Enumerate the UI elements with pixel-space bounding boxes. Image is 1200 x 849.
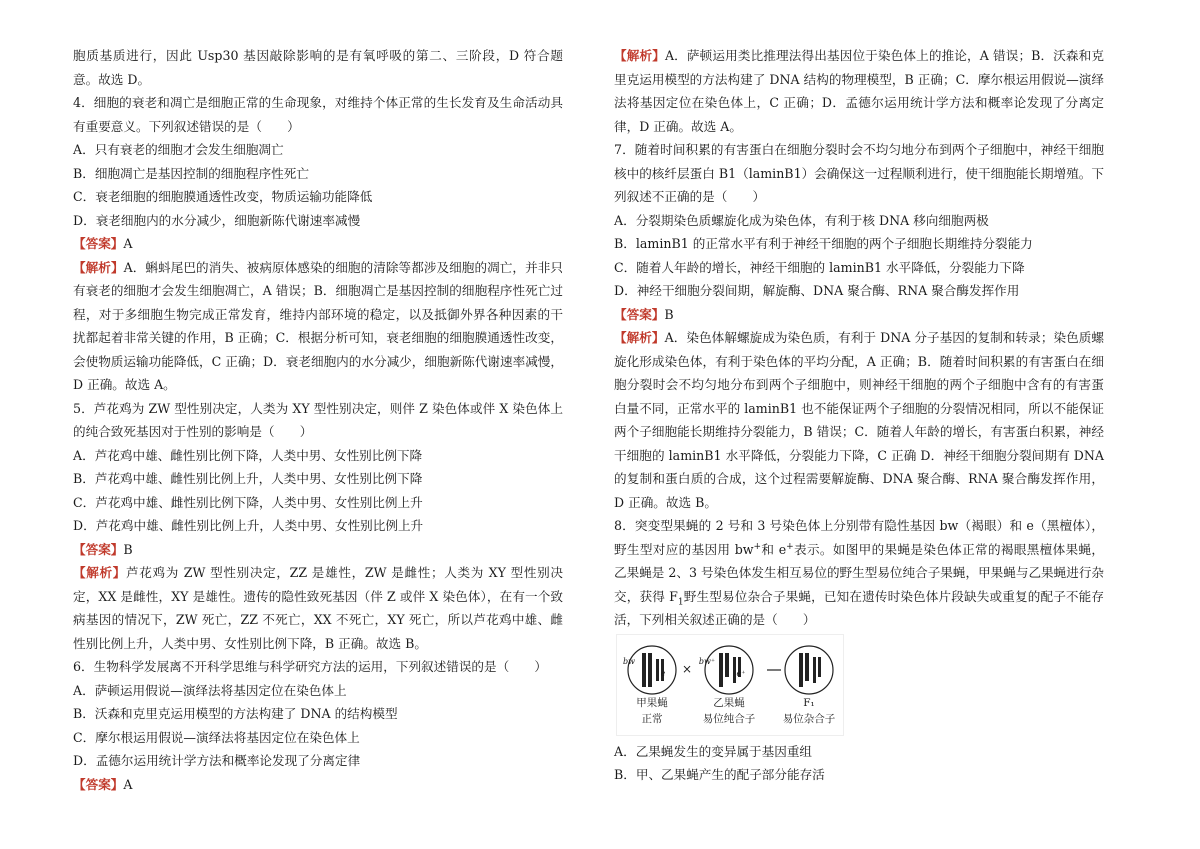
gene-label: e⁺ [736, 668, 746, 678]
gene-label: e [660, 668, 666, 678]
q5-analysis [73, 561, 563, 655]
q4-option-d: D．衰老细胞内的水分减少，细胞新陈代谢速率减慢 [73, 212, 361, 228]
gene-label: bw⁺ [698, 656, 716, 666]
q7-option-a: A．分裂期染色质螺旋化成为染色体，有利于核 DNA 移向细胞两极 [614, 212, 989, 228]
label-yi: 乙果蝇 [713, 696, 745, 709]
q6-option-d: D．孟德尔运用统计学方法和概率论发现了分离定律 [73, 753, 361, 768]
q4-option-a: A．只有衰老的细胞才会发生细胞凋亡 [73, 142, 284, 157]
right-column [614, 44, 1104, 787]
chromosome [818, 657, 821, 677]
answer-tag: 【答案】 [73, 236, 124, 251]
gene-label: bw [623, 656, 635, 666]
q5-analysis-text: 芦花鸡为 ZW 型性别决定，ZZ 是雄性，ZW 是雌性；人类为 XY 型性别决定，XX 是雌性，XY 是雄性。遗传的隐性致死基因（伴 Z 或伴 X 染色体），在有一个致病基因的情况下，ZW 死亡，ZZ 不死亡，XX 不死亡，XY 死亡，所以芦花鸡中雄、雌性别比例上升，人类中男、女性别比例下降，B 正确。故选 B。 [73, 565, 563, 651]
q7-analysis-text: A．染色体解螺旋成为染色质，有利于 DNA 分子基因的复制和转录；染色质螺旋化形成染色体，有利于染色体的平均分配，A 正确；B．随着时间积累的有害蛋白在细胞分裂时会不均匀地分布到两个子细胞中，则神经干细胞的两个子细胞中含有的有害蛋白量不同，正常水平的 laminB1 也不能保证两个子细胞的分裂情况相同，所以不能保证两个子细胞能长期维持分裂能力，B 错误；C．随着人年龄的增长，有害蛋白积累，神经干细胞的 laminB1 水平降低，分裂能力下降，C 正确 D．神经干细胞分裂间期有 DNA 的复制和蛋白质的合成，这个过程需要解旋酶、DNA 聚合酶、RNA 聚合酶发挥作用，D 正确。故选 B。 [614, 330, 1104, 510]
q5-option-c: C．芦花鸡中雄、雌性别比例下降，人类中男、女性别比例上升 [73, 494, 423, 510]
analysis-tag: 【解析】 [614, 330, 665, 345]
chromosome [799, 653, 803, 687]
q8-sup: + [753, 541, 762, 552]
answer-tag: 【答案】 [73, 776, 124, 792]
analysis-tag: 【解析】 [73, 259, 124, 275]
answer-tag: 【答案】 [614, 306, 665, 322]
q5-option-d: D．芦花鸡中雄、雌性别比例上升，人类中男、女性别比例上升 [73, 518, 424, 533]
q7-answer-value: B [664, 306, 674, 322]
label-jia-sub: 正常 [641, 712, 663, 725]
q5-option-b: B．芦花鸡中雄、雌性别比例上升，人类中男、女性别比例下降 [73, 471, 423, 486]
label-yi-sub: 易位纯合子 [702, 712, 756, 725]
cross-symbol: × [681, 661, 693, 676]
q8-stem-part: 表示。如图甲的果蝇是染色体正常的褐眼黑檀体果蝇，乙果蝇是 2、3 号染色体发生相互易位的野生型易位纯合子果蝇，甲果蝇与乙果蝇进行杂交，获得 F [614, 541, 1105, 604]
chromosome [805, 653, 809, 681]
q5-option-a: A．芦花鸡中雄、雌性别比例下降，人类中男、女性别比例下降 [73, 447, 423, 463]
q5-answer [73, 538, 563, 562]
label-jia: 甲果蝇 [636, 696, 668, 709]
q6-option-a: A．萨顿运用假说—演绎法将基因定位在染色体上 [73, 682, 347, 698]
q6-analysis-text: A．萨顿运用类比推理法得出基因位于染色体上的推论，A 错误；B．沃森和克里克运用模型的方法构建了 DNA 结构的物理模型，B 正确；C．摩尔根运用假说—演绎法将基因定位在染色体上，C 正确；D．孟德尔运用统计学方法和概率论发现了分离定律，D 正确。故选 A。 [614, 48, 1104, 134]
q8-stem-part: 8．突变型果蝇的 2 号和 3 号染色体上分别带有隐性基因 bw（褐眼）和 e（黑檀体），野生型对应的基因用 bw [614, 518, 1104, 557]
q8-option-a: A．乙果蝇发生的变异属于基因重组 [614, 743, 813, 759]
analysis-tag: 【解析】 [73, 565, 127, 580]
q8-stem-part: 和 e [761, 541, 787, 557]
chromosome [648, 653, 652, 687]
q6-answer-value: A [123, 776, 133, 792]
chromosome [725, 653, 729, 677]
q7-option-c: C．随着人年龄的增长，神经干细胞的 laminB1 水平降低，分裂能力下降 [614, 259, 1025, 275]
q8-stem-part: 野生型易位杂合子果蝇，已知在遗传时染色体片段缺失或重复的配子不能存活，下列相关叙述正确的是（ ） [614, 588, 1105, 627]
analysis-tag: 【解析】 [614, 48, 665, 63]
question-7-stem: 7．随着时间积累的有害蛋白在细胞分裂时会不均匀地分布到两个子细胞中，神经干细胞核中的核纤层蛋白 B1（laminB1）会确保这一过程顺利进行，使干细胞能长期增殖。下列叙述不正确的是（ ） [614, 142, 1104, 204]
q4-answer-value: A [123, 236, 133, 251]
q4-answer [73, 232, 563, 256]
q8-figure [616, 634, 844, 736]
q6-analysis [614, 44, 1104, 138]
continued-analysis: 胞质基质进行，因此 Usp30 基因敲除影响的是有氧呼吸的第二、三阶段，D 符合题意。故选 D。 [73, 48, 563, 87]
q4-option-c: C．衰老细胞的细胞膜通透性改变，物质运输功能降低 [73, 189, 373, 204]
question-4-stem: 4．细胞的衰老和凋亡是细胞正常的生命现象，对维持个体正常的生长发育及生命活动具有重要意义。下列叙述错误的是（ ） [73, 95, 563, 134]
chromosome [719, 653, 723, 687]
q7-analysis [614, 326, 1104, 514]
q6-option-c: C．摩尔根运用假说—演绎法将基因定位在染色体上 [73, 729, 360, 745]
answer-tag: 【答案】 [73, 541, 124, 557]
q7-answer [614, 303, 1104, 327]
label-f1-sub: 易位杂合子 [782, 712, 836, 725]
q4-analysis [73, 256, 563, 397]
question-8-stem [614, 514, 1104, 632]
q4-option-b: B．细胞凋亡是基因控制的细胞程序性死亡 [73, 165, 309, 181]
q6-answer [73, 773, 563, 797]
q8-sup: + [786, 541, 794, 552]
q8-sub: 1 [677, 597, 684, 608]
q7-option-d: D．神经干细胞分裂间期，解旋酶、DNA 聚合酶、RNA 聚合酶发挥作用 [614, 283, 1020, 298]
chromosome [642, 653, 646, 687]
q8-option-b: B．甲、乙果蝇产生的配子部分能存活 [614, 767, 825, 782]
question-5-stem: 5．芦花鸡为 ZW 型性别决定，人类为 XY 型性别决定，则伴 Z 染色体或伴 X 染色体上的纯合致死基因对于性别的影响是（ ） [73, 400, 563, 439]
q7-option-b: B．laminB1 的正常水平有利于神经干细胞的两个子细胞长期维持分裂能力 [614, 236, 1033, 251]
q6-option-b: B．沃森和克里克运用模型的方法构建了 DNA 的结构模型 [73, 706, 398, 721]
label-f1: F₁ [803, 696, 815, 709]
q4-analysis-text: A．蝌蚪尾巴的消失、被病原体感染的细胞的清除等都涉及细胞的凋亡，并非只有衰老的细胞才会发生细胞凋亡，A 错误；B．细胞凋亡是基因控制的细胞程序性死亡过程，对于多细胞生物完成正常发育，维持内部环境的稳定，以及抵御外界各种因素的干扰都起着非常关键的作用，B 正确；C．根据分析可知，衰老细胞的细胞膜通透性改变，会使物质运输功能降低，C 正确；D．衰老细胞内的水分减少，细胞新陈代谢速率减慢，D 正确。故选 A。 [73, 259, 563, 392]
q5-answer-value: B [123, 541, 133, 557]
left-column [73, 44, 563, 796]
chromosome [813, 657, 816, 683]
question-6-stem: 6．生物科学发展离不开科学思维与科学研究方法的运用，下列叙述错误的是（ ） [73, 659, 547, 674]
